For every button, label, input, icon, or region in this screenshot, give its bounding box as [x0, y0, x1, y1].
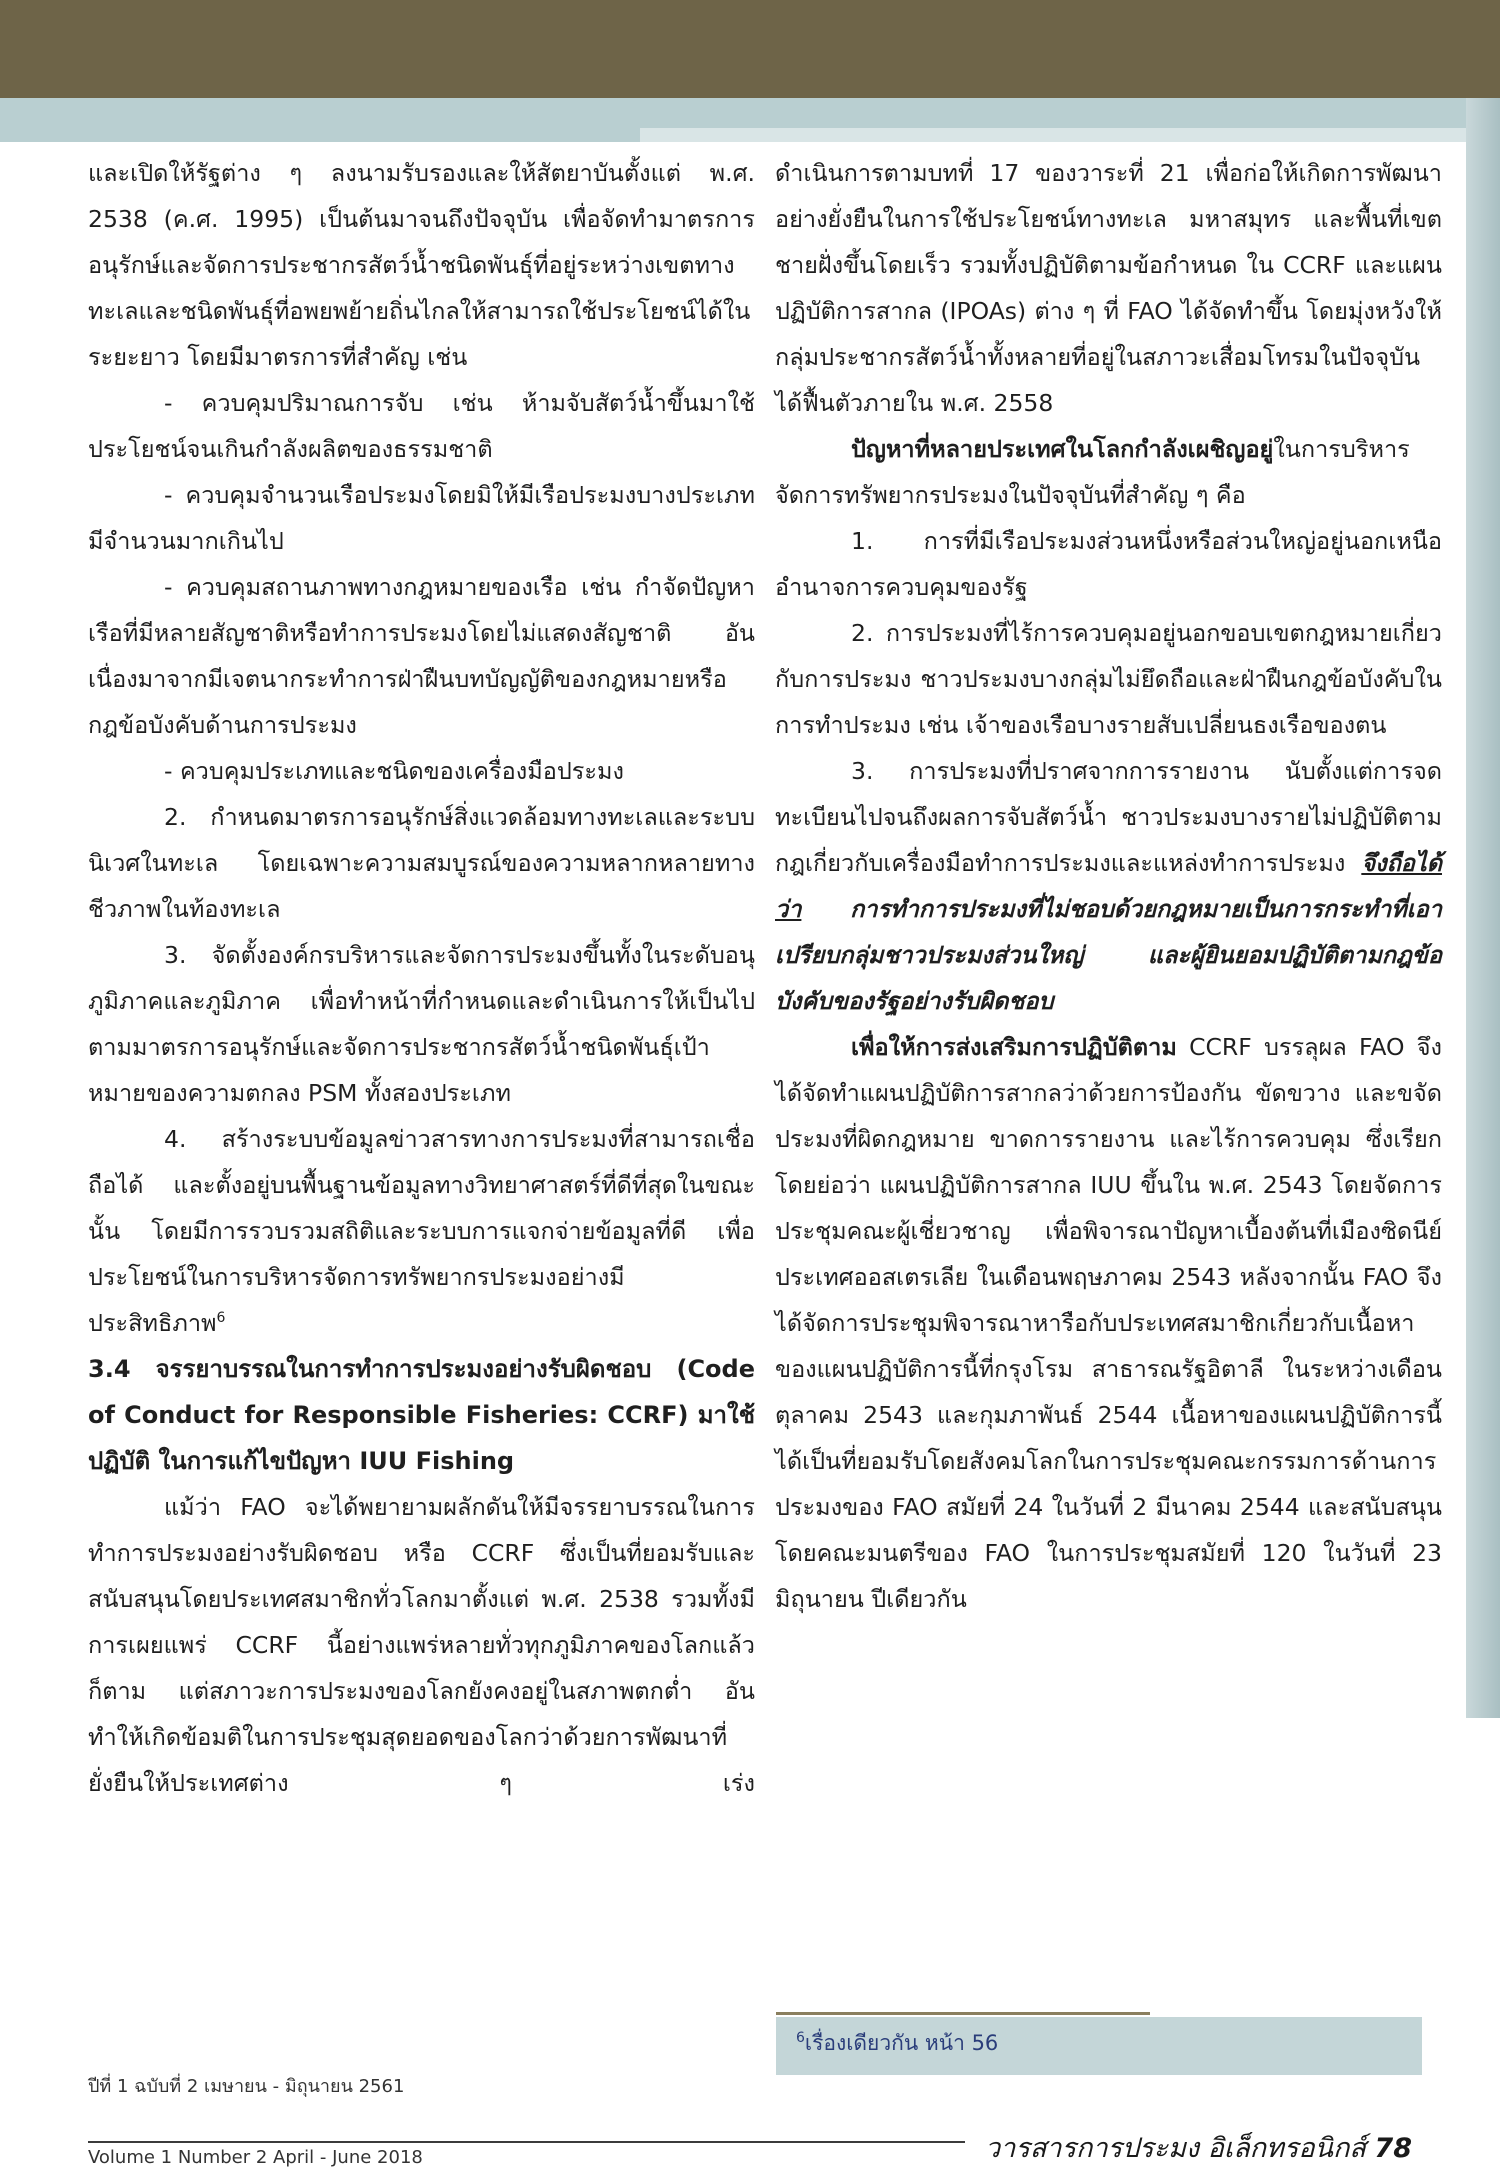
section-heading-3-4: 3.4 จรรยาบรรณในการทำการประมงอย่างรับผิดชอบ (Code of Conduct for Responsible Fisheries: CCRF) มาใช้ปฏิบัติ ในการแก้ไขปัญหา IUU Fishing — [88, 1355, 755, 1475]
left-bullet-4: - ควบคุมประเภทและชนิดของเครื่องมือประมง — [164, 757, 624, 785]
right-paragraph-2-rest: ในการบริหารจัดการทรัพยากรประมงในปัจจุบันที่สำคัญ ๆ คือ — [775, 435, 1410, 509]
right-item-3-emph-underlined: จึงถือได้ว่า — [775, 849, 1442, 923]
issue-thai: ปีที่ 1 ฉบับที่ 2 เมษายน - มิถุนายน 2561 — [88, 2076, 405, 2097]
right-paragraph-2-bold: ปัญหาที่หลายประเทศในโลกกำลังเผชิญอยู่ — [851, 435, 1274, 463]
left-bullet-1: - ควบคุมปริมาณการจับ เช่น ห้ามจับสัตว์น้ำขึ้นมาใช้ประโยชน์จนเกินกำลังผลิตของธรรมชาติ — [88, 389, 755, 463]
left-item-4 — [88, 1116, 755, 1346]
right-paragraph-4-rest: CCRF บรรลุผล FAO จึงได้จัดทำแผนปฏิบัติการสากลว่าด้วยการป้องกัน ขัดขวาง และขจัดประมงที่ผิดกฎหมาย ขาดการรายงาน และไร้การควบคุม ซึ่งเรียกโดยย่อว่า แผนปฏิบัติการสากล IUU ขึ้นใน พ.ศ. 2543 โดยจัดการประชุมคณะผู้เชี่ยวชาญ เพื่อพิจารณาปัญหาเบื้องต้นที่เมืองซิดนีย์ ประเทศออสเตรเลีย ในเดือนพฤษภาคม 2543 หลังจากนั้น FAO จึงได้จัดการประชุมพิจารณาหารือกับประเทศสมาชิกเกี่ยวกับเนื้อหาของแผนปฏิบัติการนี้ที่กรุงโรม สาธารณรัฐอิตาลี ในระหว่างเดือนตุลาคม 2543 และกุมภาพันธ์ 2544 เนื้อหาของแผนปฏิบัติการนี้ได้เป็นที่ยอมรับโดยสังคมโลกในการประชุมคณะกรรมการด้านการประมงของ FAO สมัยที่ 24 ในวันที่ 2 มีนาคม 2544 และสนับสนุนโดยคณะมนตรีของ FAO ในการประชุมสมัยที่ 120 ในวันที่ 23 มิถุนายน ปีเดียวกัน — [775, 1033, 1442, 1613]
page-number: 78 — [1374, 2133, 1412, 2164]
issue-english: Volume 1 Number 2 April - June 2018 — [88, 2147, 423, 2168]
right-item-3-text: 3. การประมงที่ปราศจากการรายงาน นับตั้งแต่การจดทะเบียนไปจนถึงผลการจับสัตว์น้ำ ชาวประมงบางรายไม่ปฏิบัติตามกฎเกี่ยวกับเครื่องมือทำการประมงและแหล่งทำการประมง — [775, 757, 1442, 877]
header-band-light — [640, 128, 1500, 142]
right-column — [775, 150, 1442, 1622]
footnote-content: เรื่องเดียวกัน หน้า 56 — [804, 2031, 999, 2055]
footer-rule — [88, 2141, 965, 2143]
right-paragraph-1: ดำเนินการตามบทที่ 17 ของวาระที่ 21 เพื่อก่อให้เกิดการพัฒนาอย่างยั่งยืนในการใช้ประโยชน์ทางทะเล มหาสมุทร และพื้นที่เขตชายฝั่งขึ้นโดยเร็ว รวมทั้งปฏิบัติตามข้อกำหนด ใน CCRF และแผนปฏิบัติการสากล (IPOAs) ต่าง ๆ ที่ FAO ได้จัดทำขึ้น โดยมุ่งหวังให้กลุ่มประชากรสัตว์น้ำทั้งหลายที่อยู่ในสภาวะเสื่อมโทรมในปัจจุบัน ได้ฟื้นตัวภายใน พ.ศ. 2558 — [775, 159, 1442, 417]
left-paragraph-1: และเปิดให้รัฐต่าง ๆ ลงนามรับรองและให้สัตยาบันตั้งแต่ พ.ศ. 2538 (ค.ศ. 1995) เป็นต้นมาจนถึงปัจจุบัน เพื่อจัดทำมาตรการอนุรักษ์และจัดการประชากรสัตว์น้ำชนิดพันธุ์ที่อยู่ระหว่างเขตทางทะเลและชนิดพันธุ์ที่อพยพย้ายถิ่นไกลให้สามารถใช้ประโยชน์ได้ในระยะยาว โดยมีมาตรการที่สำคัญ เช่น — [88, 159, 755, 371]
right-paragraph-4 — [775, 1024, 1442, 1622]
right-paragraph-4-bold: เพื่อให้การส่งเสริมการปฏิบัติตาม — [851, 1033, 1177, 1061]
footnote-rule — [776, 2012, 1150, 2015]
left-bullet-3: - ควบคุมสถานภาพทางกฎหมายของเรือ เช่น กำจัดปัญหาเรือที่มีหลายสัญชาติหรือทำการประมงโดยไม่แสดงสัญชาติ อันเนื่องมาจากมีเจตนากระทำการฝ่าฝืนบทบัญญัติของกฎหมายหรือกฎข้อบังคับด้านการประมง — [88, 573, 755, 739]
right-item-2: 2. การประมงที่ไร้การควบคุมอยู่นอกขอบเขตกฎหมายเกี่ยวกับการประมง ชาวประมงบางกลุ่มไม่ยึดถือและฝ่าฝืนกฎข้อบังคับในการทำประมง เช่น เจ้าของเรือบางรายสับเปลี่ยนธงเรือของตน — [775, 619, 1442, 739]
right-side-bar — [1466, 98, 1500, 1718]
left-bullet-2: - ควบคุมจำนวนเรือประมงโดยมิให้มีเรือประมงบางประเภทมีจำนวนมากเกินไป — [88, 481, 755, 555]
footnote-ref: 6 — [216, 1310, 226, 1327]
right-item-3-emph: การทำการประมงที่ไม่ชอบด้วยกฎหมายเป็นการกระทำที่เอาเปรียบกลุ่มชาวประมงส่วนใหญ่ และผู้ยินยอมปฏิบัติตามกฎข้อบังคับของรัฐอย่างรับผิดชอบ — [775, 895, 1442, 1015]
footnote-number: 6 — [796, 2030, 805, 2046]
left-item-2: 2. กำหนดมาตรการอนุรักษ์สิ่งแวดล้อมทางทะเลและระบบนิเวศในทะเล โดยเฉพาะความสมบูรณ์ของความหลากหลายทางชีวภาพในท้องทะเล — [88, 803, 755, 923]
journal-title — [972, 2126, 1412, 2169]
right-paragraph-2 — [775, 426, 1442, 518]
left-item-4-text: 4. สร้างระบบข้อมูลข่าวสารทางการประมงที่สามารถเชื่อถือได้ และตั้งอยู่บนพื้นฐานข้อมูลทางวิทยาศาสตร์ที่ดีที่สุดในขณะนั้น โดยมีการรวบรวมสถิติและระบบการแจกจ่ายข้อมูลที่ดี เพื่อประโยชน์ในการบริหารจัดการทรัพยากรประมงอย่างมีประสิทธิภาพ — [88, 1125, 755, 1337]
footnote-text — [796, 2027, 998, 2060]
journal-name: วารสารการประมง อิเล็กทรอนิกส์ — [985, 2133, 1366, 2164]
header-band-dark — [0, 0, 1500, 98]
right-item-1: 1. การที่มีเรือประมงส่วนหนึ่งหรือส่วนใหญ่อยู่นอกเหนืออำนาจการควบคุมของรัฐ — [775, 527, 1442, 601]
left-item-3: 3. จัดตั้งองค์กรบริหารและจัดการประมงขึ้นทั้งในระดับอนุภูมิภาคและภูมิภาค เพื่อทำหน้าที่กำหนดและดำเนินการให้เป็นไปตามมาตรการอนุรักษ์และจัดการประชากรสัตว์น้ำชนิดพันธุ์เป้าหมายของความตกลง PSM ทั้งสองประเภท — [88, 941, 755, 1107]
left-column — [88, 150, 755, 1806]
left-paragraph-last: แม้ว่า FAO จะได้พยายามผลักดันให้มีจรรยาบรรณในการทำการประมงอย่างรับผิดชอบ หรือ CCRF ซึ่งเป็นที่ยอมรับและสนับสนุนโดยประเทศสมาชิกทั่วโลกมาตั้งแต่ พ.ศ. 2538 รวมทั้งมีการเผยแพร่ CCRF นี้อย่างแพร่หลายทั่วทุกภูมิภาคของโลกแล้วก็ตาม แต่สภาวะการประมงของโลกยังคงอยู่ในสภาพตกต่ำ อันทำให้เกิดข้อมติในการประชุมสุดยอดของโลกว่าด้วยการพัฒนาที่ยั่งยืนให้ประเทศต่าง ๆ เร่ง — [88, 1493, 755, 1797]
right-item-3 — [775, 748, 1442, 1024]
footnote-box — [776, 2017, 1422, 2075]
